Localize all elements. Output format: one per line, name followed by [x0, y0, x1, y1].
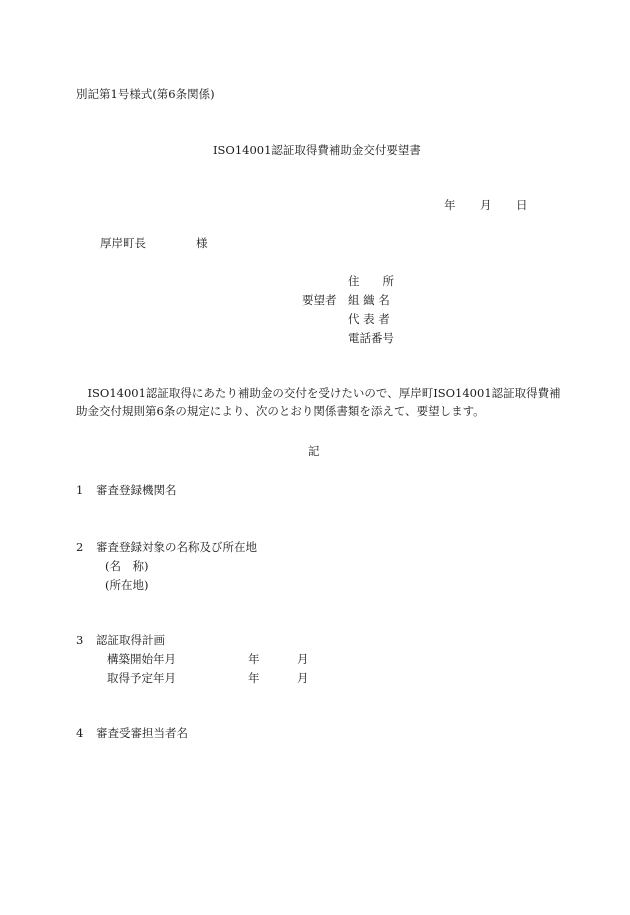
- item-3-start-month: 月: [297, 652, 309, 666]
- date-day: 日: [516, 198, 528, 212]
- addressee-name: 厚岸町長: [100, 236, 146, 250]
- item-3-label: 認証取得計画: [96, 633, 165, 647]
- form-number-label: 別記第1号様式(第6条関係): [76, 87, 215, 101]
- item-3-start-label: 構築開始年月: [107, 652, 176, 666]
- request-paragraph-line-2: 助金交付規則第6条の規定により、次のとおり関係書類を添えて、要望します。: [76, 403, 485, 418]
- addressee-honorific: 様: [196, 236, 208, 250]
- item-1-number: 1: [76, 483, 84, 497]
- document-title: ISO14001認証取得費補助金交付要望書: [213, 143, 421, 157]
- item-2-label: 審査登録対象の名称及び所在地: [96, 540, 257, 554]
- ki-heading: 記: [308, 444, 320, 458]
- item-3-start-year: 年: [248, 652, 260, 666]
- item-4-number: 4: [76, 726, 84, 740]
- applicant-address-label: 住 所: [348, 274, 394, 288]
- applicant-representative-label: 代 表 者: [348, 312, 390, 326]
- item-3-plan-year: 年: [248, 671, 260, 685]
- applicant-organization-label: 組 織 名: [348, 293, 390, 307]
- item-4-label: 審査受審担当者名: [96, 726, 188, 740]
- item-2-location-field: (所在地): [105, 578, 149, 592]
- item-2-name-field: (名 称): [105, 559, 149, 573]
- request-paragraph-line-1: ISO14001認証取得にあたり補助金の交付を受けたいので、厚岸町ISO14001認証取得費補: [76, 386, 561, 400]
- item-3-number: 3: [76, 633, 84, 647]
- item-1-label: 審査登録機関名: [96, 483, 177, 497]
- request-paragraph: [76, 386, 561, 418]
- date-year: 年: [444, 198, 456, 212]
- item-3-plan-label: 取得予定年月: [107, 671, 176, 685]
- applicant-phone-label: 電話番号: [348, 331, 394, 345]
- item-3-plan-month: 月: [297, 671, 309, 685]
- applicant-label: 要望者: [302, 293, 337, 307]
- date-month: 月: [480, 198, 492, 212]
- item-2-number: 2: [76, 540, 84, 554]
